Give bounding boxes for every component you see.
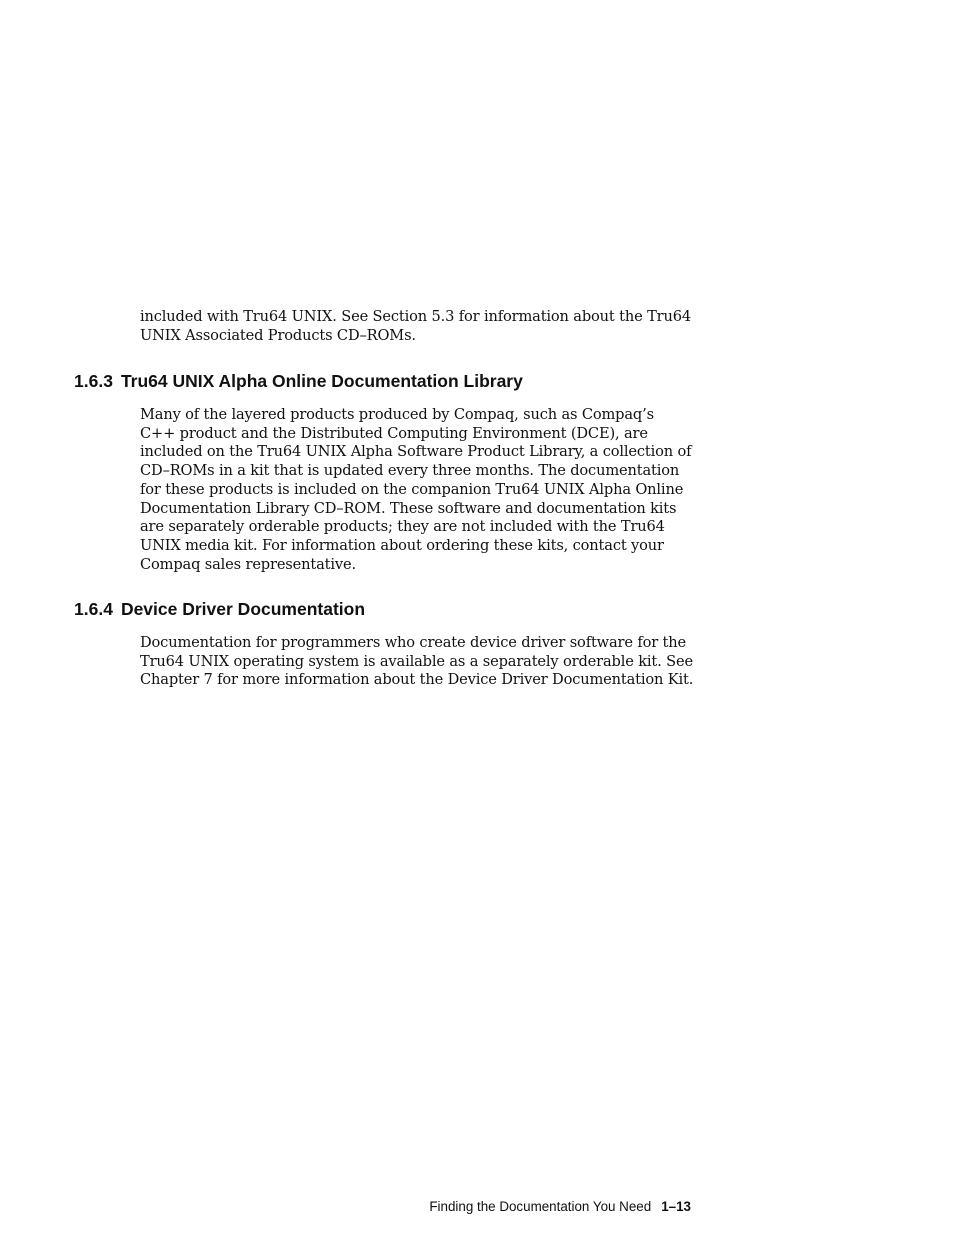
section-number: 1.6.3 [74,371,113,391]
footer-page-number: 1–13 [661,1199,691,1214]
paragraph-line: CD–ROMs in a kit that is updated every three months. The documentation [140,462,680,480]
paragraph-line: Compaq sales representative. [140,555,356,573]
paragraph-line: C++ product and the Distributed Computing Environment (DCE), are [140,424,648,442]
section-1-6-3-paragraph [140,406,696,574]
section-heading-1-6-4 [74,598,365,620]
paragraph-line: included with Tru64 UNIX. See Section 5.3 for information about the Tru64 [140,308,691,325]
intro-paragraph [140,308,696,345]
section-heading-1-6-3 [74,370,523,392]
page-footer [429,1198,691,1216]
section-title: Device Driver Documentation [120,599,366,619]
paragraph-line: UNIX media kit. For information about ordering these kits, contact your [140,536,664,554]
paragraph-line: are separately orderable products; they are not included with the Tru64 [140,518,665,536]
paragraph-line: Documentation for programmers who create device driver software for the [140,634,687,651]
paragraph-line: Chapter 7 for more information about the Device Driver Documentation Kit. [140,671,694,689]
paragraph-line: Documentation Library CD–ROM. These software and documentation kits [140,499,677,517]
footer-chapter-title: Finding the Documentation You Need [429,1199,652,1214]
paragraph-line: for these products is included on the companion Tru64 UNIX Alpha Online [140,480,684,498]
paragraph-line: included on the Tru64 UNIX Alpha Software Product Library, a collection of [140,443,692,461]
paragraph-line: Many of the layered products produced by Compaq, such as Compaq’s [140,406,654,423]
section-number: 1.6.4 [74,599,113,619]
paragraph-line: UNIX Associated Products CD–ROMs. [140,326,416,344]
section-1-6-4-paragraph [140,634,696,690]
paragraph-line: Tru64 UNIX operating system is available as a separately orderable kit. See [140,652,693,670]
section-title: Tru64 UNIX Alpha Online Documentation Library [120,371,523,391]
